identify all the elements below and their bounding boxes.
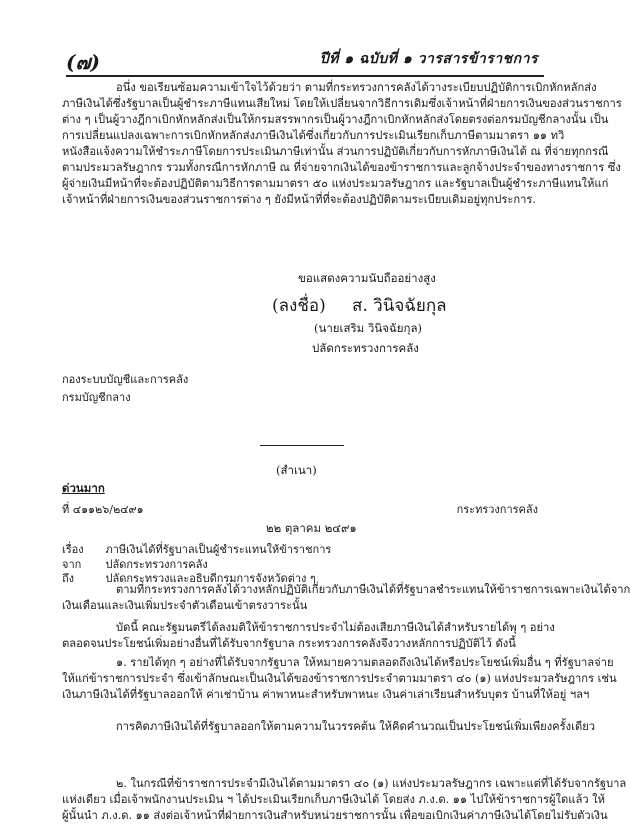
paragraph-item-2 <box>62 776 627 824</box>
text-line: ต่าง ๆ เป็นผู้วางฎีกาเบิกหักหลักส่งเป็นให้กรมสรรพากรเป็นผู้วางฎีกาเบิกหักหลักส่งโดยตรงต่อกรมบัญชีกลางนั้น เป็น <box>62 113 609 126</box>
department-line-1: กองระบบบัญชีและการคลัง <box>62 373 189 386</box>
text-line: ๑. รายได้ทุก ๆ อย่างที่ได้รับจากรัฐบาล ให้หมายความตลอดถึงเงินได้หรือประโยชน์เพิ่มอื่น ๆ ที่รัฐบาลจ่าย <box>116 656 614 669</box>
text-line: อนึ่ง ขอเรียนซ้อมความเข้าใจไว้ด้วยว่า ตามที่กระทรวงการคลังได้วางระเบียบปฏิบัติการเบิกหักหลักส่ง <box>116 81 597 94</box>
to-value: ปลัดกระทรวงและอธิบดีกรมการจังหวัดต่าง ๆ <box>105 572 316 585</box>
signatory-full-name: (นายเสริม วินิจฉัยกุล) <box>314 321 423 335</box>
memo-organization: กระทรวงการคลัง <box>456 503 538 516</box>
subject-key: เรื่อง <box>62 543 84 556</box>
text-line: แห่งเดียว เมื่อเจ้าพนักงานประเมิน ฯ ได้ประเมินเรียกเก็บภาษีเงินได้ โดยส่ง ภ.ง.ด. ๑๑ ไปให้ข้าราชการผู้ใดแล้ว ให้ <box>62 793 606 806</box>
text-line: เงินภาษีเงินได้ที่รัฐบาลออกให้ ค่าเช่าบ้าน ค่าพาหนะสำหรับพาหนะ เงินค่าเล่าเรียนสำหรับบุตร บ้านที่ให้อยู่ ฯลฯ <box>62 688 590 701</box>
from-key: จาก <box>62 558 82 571</box>
text-line: หนังสือแจ้งความให้ชำระภาษีโดยการประเมินภาษีเท่านั้น ส่วนการปฏิบัติเกี่ยวกับการหักภาษีเงินได้ ณ ที่จ่ายทุกกรณี <box>62 145 609 158</box>
page-number: (๗) <box>66 50 100 74</box>
department-line-2: กรมบัญชีกลาง <box>62 391 131 404</box>
signature-name: ส. วินิจฉัยกุล <box>352 296 447 316</box>
paragraph-item-1 <box>62 655 617 735</box>
journal-header: ปีที่ ๑ ฉบับที่ ๑ วารสารข้าราชการ <box>319 51 538 67</box>
subject-value: ภาษีเงินได้ที่รัฐบาลเป็นผู้ชำระแทนให้ข้าราชการ <box>105 543 332 556</box>
urgency-label: ด่วนมาก <box>62 481 105 495</box>
signature-mark: (ลงชื่อ) <box>272 296 326 316</box>
signature-closing: ขอแสดงความนับถืออย่างสูง <box>298 271 436 285</box>
from-value: ปลัดกระทรวงการคลัง <box>105 558 208 571</box>
text-line: ตลอดจนประโยชน์เพิ่มอย่างอื่นที่ได้รับจากรัฐบาล กระทรวงการคลังจึงวางหลักการปฏิบัติไว้ ดังนี้ <box>62 637 516 650</box>
paragraph-background <box>62 582 630 614</box>
text-line: การคิดภาษีเงินได้ที่รัฐบาลออกให้ตามความในวรรคต้น ให้คิดคำนวณเป็นประโยชน์เพิ่มเพียงครั้งเดียว <box>116 720 596 733</box>
text-line: ผู้จ่ายเงินมีหน้าที่จะต้องปฏิบัติตามวิธีการตามมาตรา ๕๐ แห่งประมวลรัษฎากร และรัฐบาลเป็นผู้ชำระภาษีแทนให้แก่ <box>62 177 609 190</box>
text-line: ให้แก่ข้าราชการประจำ ซึ่งเข้าลักษณะเป็นเงินได้ของข้าราชการประจำตามมาตรา ๔๐ (๑) แห่งประมวลรัษฎากร เช่น <box>62 672 617 685</box>
to-key: ถึง <box>62 572 75 585</box>
section-divider <box>260 445 344 446</box>
memo-number: ที่ ๔๑๑๒๖/๒๔๙๑ <box>62 503 144 516</box>
copy-label: (สำเนา) <box>276 463 317 477</box>
signatory-position: ปลัดกระทรวงการคลัง <box>312 341 419 355</box>
paragraph-resolution <box>62 620 555 652</box>
text-line: เจ้าหน้าที่ฝ่ายการเงินของส่วนราชการต่าง ๆ ยังมีหน้าที่ที่จะต้องปฏิบัติตามระเบียบเดิมอยู่ทุกประการ. <box>62 193 536 206</box>
text-line: การเปลี่ยนแปลงเฉพาะการเบิกหักหลักส่งภาษีเงินได้ซึ่งเกี่ยวกับการประเมินเรียกเก็บภาษีตามมาตรา ๑๑ ทวิ <box>62 129 565 142</box>
memo-date: ๒๒ ตุลาคม ๒๔๙๑ <box>266 521 357 535</box>
text-line: บัดนี้ คณะรัฐมนตรีได้ลงมติให้ข้าราชการประจำไม่ต้องเสียภาษีเงินได้สำหรับรายได้พุ ๆ อย่าง <box>116 621 555 634</box>
header-rule <box>66 75 544 77</box>
text-line: เงินเดือนและเงินเพิ่มประจำตัวเดือนเข้าตรงวาระนั้น <box>62 599 308 612</box>
text-line: ๒. ในกรณีที่ข้าราชการประจำมีเงินได้ตามมาตรา ๔๐ (๑) แห่งประมวลรัษฎากร เฉพาะแต่ที่ได้รับจากรัฐบาล <box>116 777 627 790</box>
text-line: ผู้นั้นนำ ภ.ง.ด. ๑๑ ส่งต่อเจ้าหน้าที่ฝ่ายการเงินสำหรับหน่วยราชการนั้น เพื่อขอเบิกเงินค่าภาษีเงินได้โดยไม่รับตัวเงิน <box>62 809 608 822</box>
paragraph-notice <box>62 80 622 208</box>
text-line: ตามประมวลรัษฎากร รวมทั้งกรณีการหักภาษี ณ ที่จ่ายจากเงินได้ของข้าราชการและลูกจ้างประจำของทางราชการ ซึ่ง <box>62 161 621 174</box>
text-line: ภาษีเงินได้ซึ่งรัฐบาลเป็นผู้ชำระภาษีแทนเสียใหม่ โดยให้เปลี่ยนจากวิธีการเดิมซึ่งเจ้าหน้าที่ฝ่ายการเงินของส่วนราชการ <box>62 97 622 110</box>
text-line <box>62 703 540 719</box>
text-line: ตามที่กระทรวงการคลังได้วางหลักปฏิบัติเกี่ยวกับภาษีเงินได้ที่รัฐบาลชำระแทนให้ข้าราชการเฉพาะเงินได้จาก <box>116 583 630 596</box>
